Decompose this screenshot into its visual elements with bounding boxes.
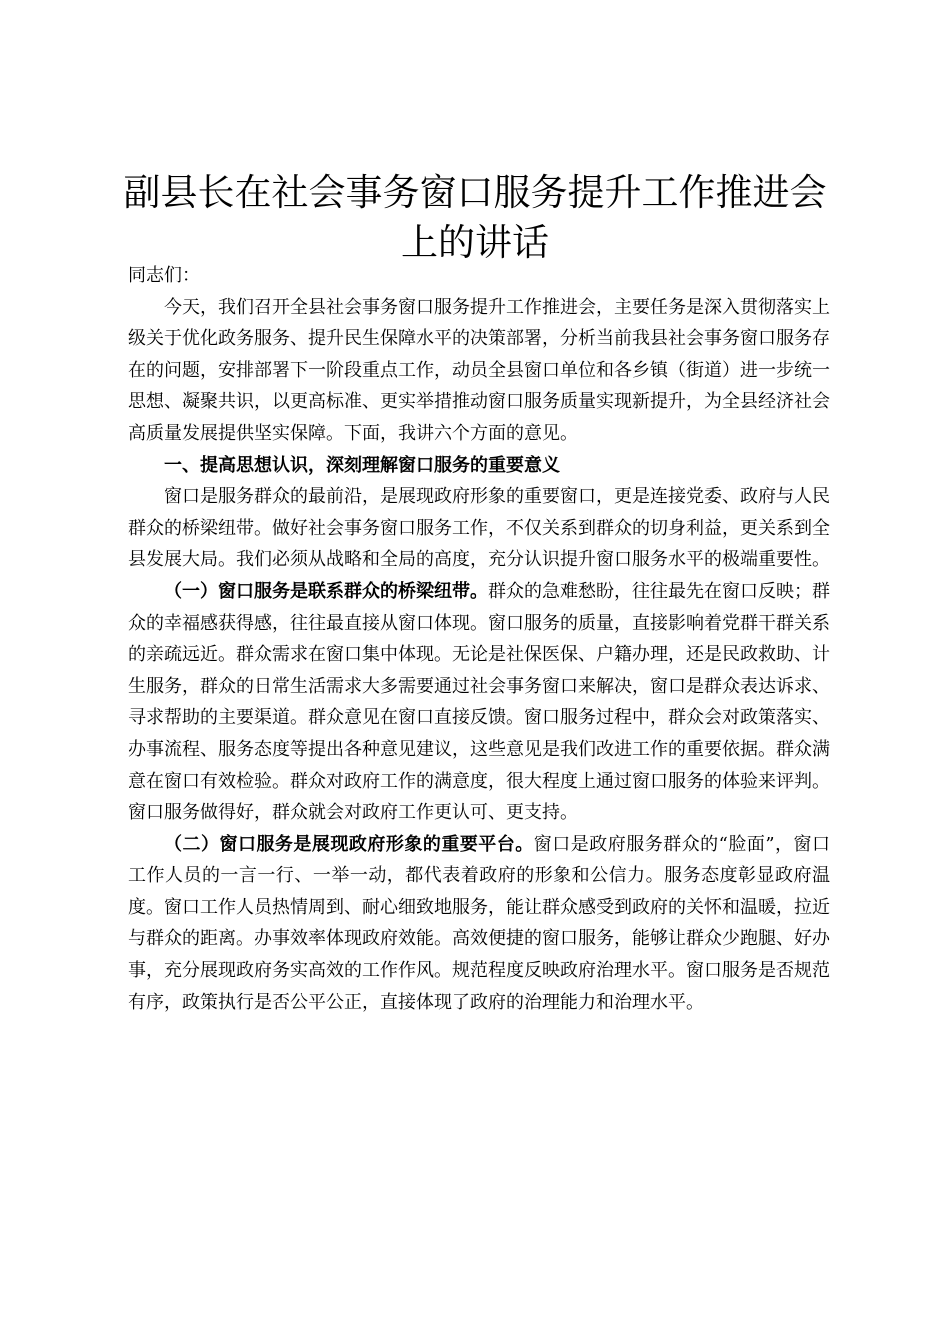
salutation: 同志们：: [128, 265, 200, 286]
point-1-paragraph: [128, 576, 830, 829]
section-heading-1: 一、提高思想认识，深刻理解窗口服务的重要意义: [164, 454, 560, 476]
point-2-text: 窗口是政府服务群众的“脸面”，窗口工作人员的一言一行、一举一动，都代表着政府的形象和公信力。服务态度彰显政府温度。窗口工作人员热情周到、耐心细致地服务，能让群众感受到政府的关怀和温暖，拉近与群众的距离。办事效率体现政府效能。高效便捷的窗口服务，能够让群众少跑腿、好办事，充分展现政府务实高效的工作作风。规范程度反映政府治理水平。窗口服务是否规范有序，政策执行是否公平公正，直接体现了政府的治理能力和治理水平。: [128, 833, 831, 1013]
document-body: [128, 260, 830, 1018]
point-1-text: 群众的急难愁盼，往往最先在窗口反映；群众的幸福感获得感，往往最直接从窗口体现。窗口服务的质量，直接影响着党群干群关系的亲疏远近。群众需求在窗口集中体现。无论是社保医保、户籍办理，还是民政救助、计生服务，群众的日常生活需求大多需要通过社会事务窗口来解决，窗口是群众表达诉求、寻求帮助的主要渠道。群众意见在窗口直接反馈。窗口服务过程中，群众会对政策落实、办事流程、服务态度等提出各种意见建议，这些意见是我们改进工作的重要依据。群众满意在窗口有效检验。群众对政府工作的满意度，很大程度上通过窗口服务的体验来评判。窗口服务做得好，群众就会对政府工作更认可、更支持。: [128, 580, 830, 824]
document-title: 副县长在社会事务窗口服务提升工作推进会上的讲话: [123, 171, 827, 264]
point-2-paragraph: [128, 829, 830, 1019]
intro-paragraph: 今天，我们召开全县社会事务窗口服务提升工作推进会，主要任务是深入贯彻落实上级关于优化政务服务、提升民生保障水平的决策部署，分析当前我县社会事务窗口服务存在的问题，安排部署下一阶段重点工作，动员全县窗口单位和各乡镇（街道）进一步统一思想、凝聚共识，以更高标准、更实举措推动窗口服务质量实现新提升，为全县经济社会高质量发展提供坚实保障。下面，我讲六个方面的意见。: [128, 296, 830, 444]
point-1-lead: （一）窗口服务是联系群众的桥梁纽带。: [164, 580, 488, 602]
point-2-lead: （二）窗口服务是展现政府形象的重要平台。: [164, 833, 534, 855]
section-1-paragraph: 窗口是服务群众的最前沿，是展现政府形象的重要窗口，更是连接党委、政府与人民群众的桥梁纽带。做好社会事务窗口服务工作，不仅关系到群众的切身利益，更关系到全县发展大局。我们必须从战略和全局的高度，充分认识提升窗口服务水平的极端重要性。: [128, 486, 830, 571]
